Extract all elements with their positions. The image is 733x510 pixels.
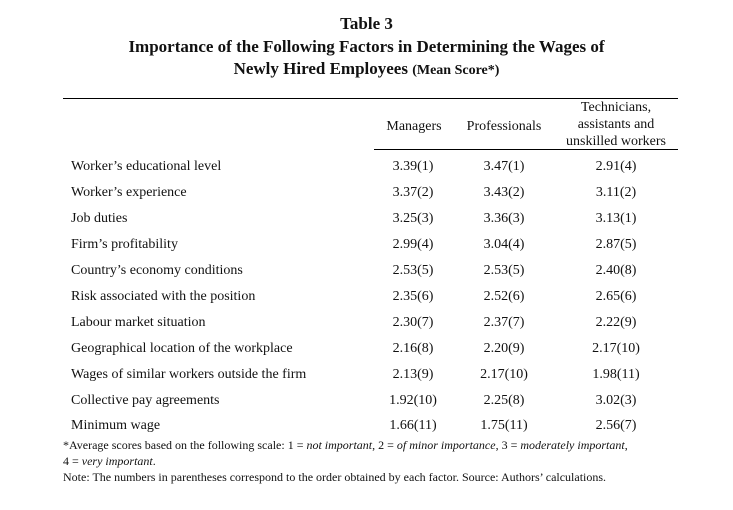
table-row <box>0 237 733 263</box>
table-row <box>0 289 733 315</box>
technicians-score: 2.91(4) <box>595 159 637 174</box>
technicians-score: 3.02(3) <box>595 393 637 408</box>
technicians-score: 3.13(1) <box>595 211 637 226</box>
table-row <box>0 315 733 341</box>
managers-score: 3.37(2) <box>392 185 434 200</box>
header-technicians-line2: assistants and <box>577 117 655 132</box>
table-row <box>0 185 733 211</box>
header-professionals: Professionals <box>466 119 542 134</box>
table-number: Table 3 <box>340 14 393 33</box>
managers-score: 2.53(5) <box>392 263 434 278</box>
header-technicians-line1: Technicians, <box>580 100 652 115</box>
factor-label: Wages of similar workers outside the firm <box>71 367 307 382</box>
footnote-note: Note: The numbers in parentheses correspond to the order obtained by each factor. Source: Authors’ calculations. <box>63 470 607 484</box>
professionals-score: 2.52(6) <box>483 289 525 304</box>
managers-score: 2.99(4) <box>392 237 434 252</box>
factor-label: Country’s economy conditions <box>71 263 243 278</box>
factor-label: Geographical location of the workplace <box>71 341 293 356</box>
table-title <box>0 36 733 82</box>
professionals-score: 2.17(10) <box>480 367 528 382</box>
professionals-score: 2.37(7) <box>483 315 525 330</box>
factor-label: Worker’s educational level <box>71 159 222 174</box>
factor-label: Worker’s experience <box>71 185 187 200</box>
technicians-score: 2.87(5) <box>595 237 637 252</box>
professionals-score: 3.04(4) <box>483 237 525 252</box>
footnote-scale: *Average scores based on the following scale: 1 = not important, 2 = of minor importance, 3 = moderately important, <box>63 438 628 452</box>
technicians-score: 2.22(9) <box>595 315 637 330</box>
managers-score: 1.92(10) <box>389 393 437 408</box>
professionals-score: 1.75(11) <box>480 418 528 433</box>
technicians-score: 2.40(8) <box>595 263 637 278</box>
factor-label: Collective pay agreements <box>71 393 220 408</box>
factor-label: Minimum wage <box>71 418 161 433</box>
managers-score: 2.35(6) <box>392 289 434 304</box>
factor-label: Job duties <box>71 211 128 226</box>
table-row <box>0 211 733 237</box>
professionals-score: 2.20(9) <box>483 341 525 356</box>
technicians-score: 2.56(7) <box>595 418 637 433</box>
footnote-scale-line2: 4 = very important. <box>63 454 156 468</box>
technicians-score: 1.98(11) <box>592 367 640 382</box>
professionals-score: 3.43(2) <box>483 185 525 200</box>
managers-score: 2.30(7) <box>392 315 434 330</box>
table-row <box>0 159 733 185</box>
header-technicians <box>556 99 676 150</box>
professionals-score: 2.25(8) <box>483 393 525 408</box>
table-row <box>0 367 733 393</box>
table-title-line2: Newly Hired Employees <box>233 59 408 78</box>
table-row <box>0 263 733 289</box>
table-subtitle: (Mean Score*) <box>412 63 500 78</box>
managers-score: 2.13(9) <box>392 367 434 382</box>
managers-score: 3.25(3) <box>392 211 434 226</box>
technicians-score: 3.11(2) <box>595 185 637 200</box>
managers-score: 3.39(1) <box>392 159 434 174</box>
header-rule <box>374 149 678 150</box>
technicians-score: 2.65(6) <box>595 289 637 304</box>
table-row <box>0 393 733 419</box>
professionals-score: 2.53(5) <box>483 263 525 278</box>
header-managers: Managers <box>386 119 442 134</box>
factor-label: Firm’s profitability <box>71 237 178 252</box>
professionals-score: 3.36(3) <box>483 211 525 226</box>
table-row <box>0 341 733 367</box>
factor-label: Risk associated with the position <box>71 289 256 304</box>
table-title-line1: Importance of the Following Factors in Determining the Wages of <box>128 37 605 56</box>
header-technicians-line3: unskilled workers <box>566 134 666 149</box>
managers-score: 1.66(11) <box>389 418 437 433</box>
technicians-score: 2.17(10) <box>592 341 640 356</box>
managers-score: 2.16(8) <box>392 341 434 356</box>
professionals-score: 3.47(1) <box>483 159 525 174</box>
factor-label: Labour market situation <box>71 315 206 330</box>
